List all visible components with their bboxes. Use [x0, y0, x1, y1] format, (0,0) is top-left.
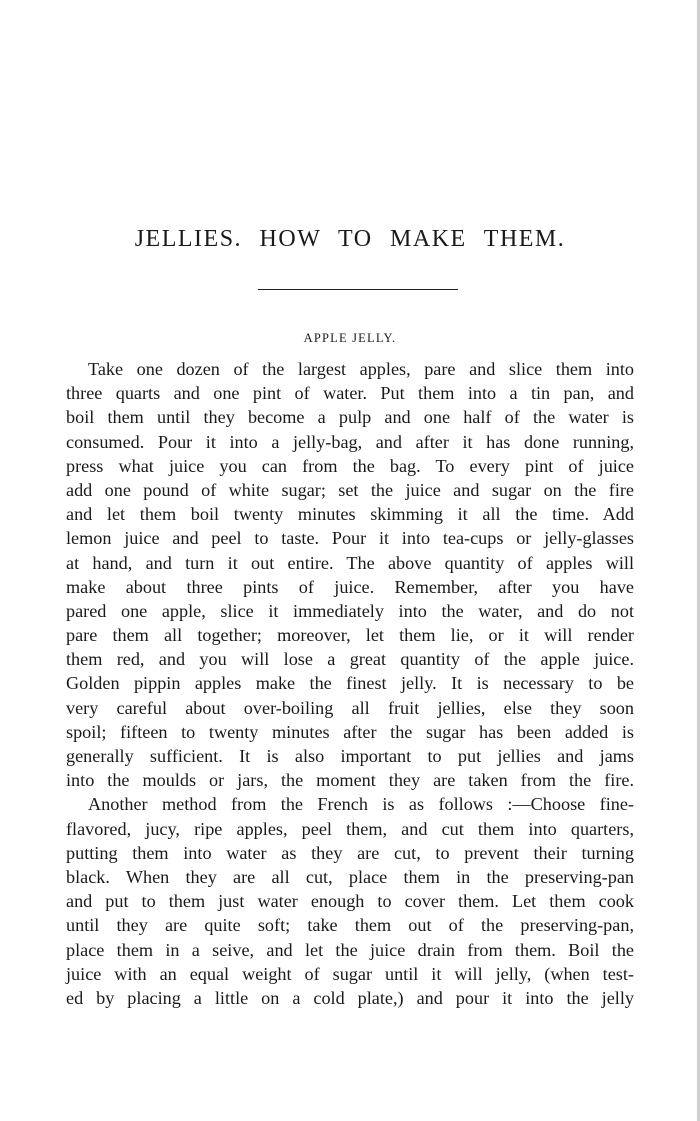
text-line: lemon juice and peel to taste. Pour it into tea-cups or jelly-glasses: [66, 528, 634, 549]
text-line: and put to them just water enough to cover them. Let them cook: [66, 891, 634, 912]
text-line: putting them into water as they are cut, to prevent their turning: [66, 842, 634, 863]
section-heading: APPLE JELLY.: [303, 331, 397, 345]
text-line: them red, and you will lose a great quantity of the apple juice.: [66, 649, 634, 670]
text-line: three quarts and one pint of water. Put them into a tin pan, and: [66, 383, 634, 404]
text-line: Take one dozen of the largest apples, pare and slice them into: [88, 359, 634, 379]
text-line: and let them boil twenty minutes skimming it all the time. Add: [66, 504, 634, 525]
text-line: ed by placing a little on a cold plate,) and pour it into the jelly: [66, 987, 634, 1008]
text-line: spoil; fifteen to twenty minutes after the sugar has been added is: [66, 721, 634, 742]
text-line: flavored, jucy, ripe apples, peel them, and cut them into quarters,: [66, 818, 634, 839]
text-line: press what juice you can from the bag. To every pint of juice: [66, 455, 634, 476]
page-title: JELLIES. HOW TO MAKE THEM.: [134, 226, 566, 252]
text-line: very careful about over-boiling all fruit jellies, else they soon: [66, 697, 634, 718]
text-line: at hand, and turn it out entire. The above quantity of apples will: [66, 552, 634, 573]
text-line: add one pound of white sugar; set the juice and sugar on the fire: [66, 479, 634, 500]
text-line: place them in a seive, and let the juice drain from them. Boil the: [66, 939, 634, 960]
text-line: consumed. Pour it into a jelly-bag, and after it has done running,: [66, 431, 634, 452]
title-divider: [258, 289, 458, 290]
text-line: boil them until they become a pulp and one half of the water is: [66, 407, 634, 428]
text-line: Another method from the French is as follows :—Choose fine-: [88, 794, 634, 815]
text-line: generally sufficient. It is also important to put jellies and jams: [66, 746, 634, 766]
text-line: Golden pippin apples make the finest jelly. It is necessary to be: [66, 673, 634, 694]
body-text: [66, 357, 634, 1010]
text-line: into the moulds or jars, the moment they are taken from the fire.: [66, 770, 634, 791]
text-line: black. When they are all cut, place them in the preserving-pan: [66, 866, 634, 887]
text-line: make about three pints of juice. Remember, after you have: [66, 576, 634, 597]
text-line: juice with an equal weight of sugar until it will jelly, (when test-: [66, 963, 634, 984]
text-line: pared one apple, slice it immediately into the water, and do not: [66, 600, 634, 621]
text-line: pare them all together; moreover, let them lie, or it will render: [66, 625, 634, 646]
text-line: until they are quite soft; take them out of the preserving-pan,: [66, 915, 634, 936]
